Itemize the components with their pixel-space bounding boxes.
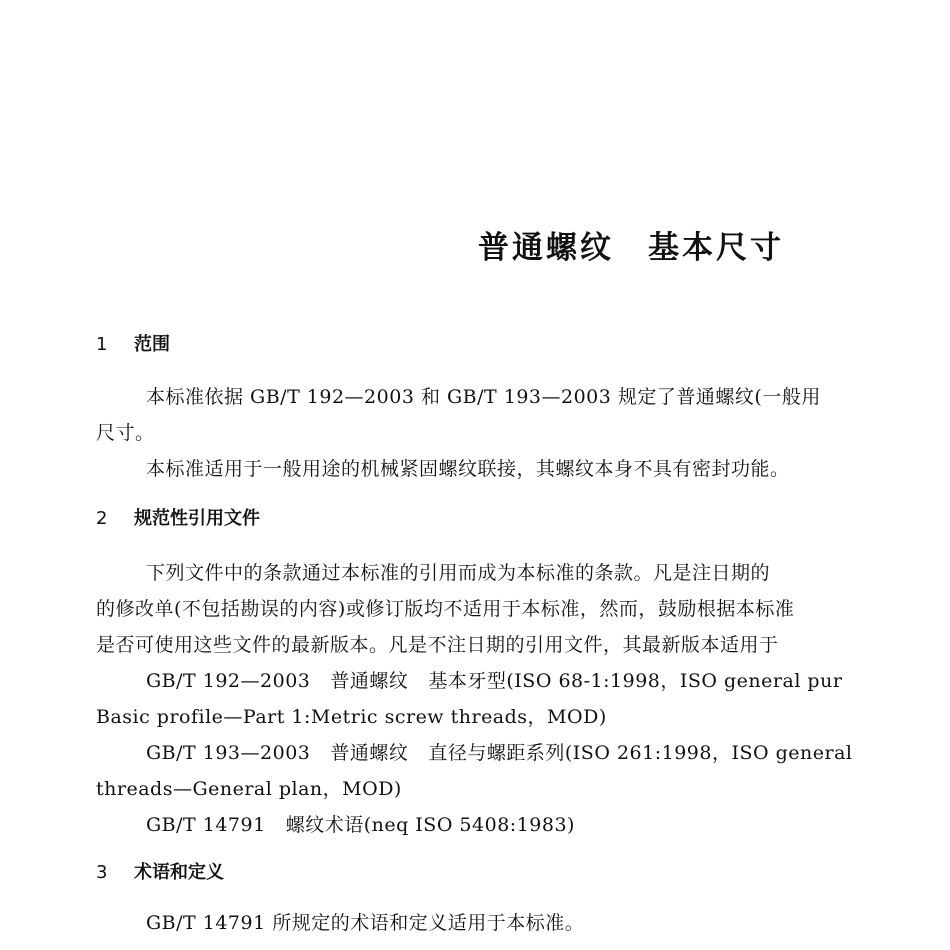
reference-2-desc: 直径与螺距系列(ISO 261:1998，ISO general [428,742,853,764]
section-1-para-1-line-1: 本标准依据 GB/T 192—2003 和 GB/T 193—2003 规定了普通螺纹(一般用 [146,386,821,408]
reference-2-name: 普通螺纹 [330,742,409,764]
reference-1-code: GB/T 192—2003 [146,670,311,692]
section-2-para-line-1: 下列文件中的条款通过本标准的引用而成为本标准的条款。凡是注日期的 [146,562,771,584]
reference-1-desc: 基本牙型(ISO 68-1:1998，ISO general pur [428,670,843,692]
reference-2-continuation: threads—General plan，MOD) [96,778,402,800]
section-1-para-1-line-2: 尺寸。 [96,422,155,444]
section-3-title: 术语和定义 [134,862,224,883]
section-1-number: 1 [96,334,108,355]
section-2-heading [96,504,260,530]
reference-1-continuation: Basic profile—Part 1:Metric screw threads，MOD) [96,706,607,728]
section-2-title: 规范性引用文件 [134,508,260,529]
section-1-title: 范围 [134,334,170,355]
section-3-number: 3 [96,862,108,883]
section-3-heading [96,858,224,884]
title-part-2: 基本尺寸 [648,230,784,266]
section-2-para-line-3: 是否可使用这些文件的最新版本。凡是不注日期的引用文件，其最新版本适用于 [96,634,779,656]
section-2-number: 2 [96,508,108,529]
reference-3-desc: 螺纹术语(neq ISO 5408:1983) [285,814,575,836]
reference-3-code: GB/T 14791 [146,814,266,836]
section-3-para: GB/T 14791 所规定的术语和定义适用于本标准。 [146,912,585,934]
reference-1-name: 普通螺纹 [330,670,409,692]
reference-2 [146,738,852,765]
reference-3 [146,810,575,837]
reference-2-code: GB/T 193—2003 [146,742,311,764]
section-1-heading [96,330,170,356]
title-part-1: 普通螺纹 [478,230,614,266]
section-2-para-line-2: 的修改单(不包括勘误的内容)或修订版均不适用于本标准，然而，鼓励根据本标准 [96,598,795,620]
section-1-para-2: 本标准适用于一般用途的机械紧固螺纹联接，其螺纹本身不具有密封功能。 [146,458,790,480]
reference-1 [146,666,842,693]
document-title [478,222,784,267]
